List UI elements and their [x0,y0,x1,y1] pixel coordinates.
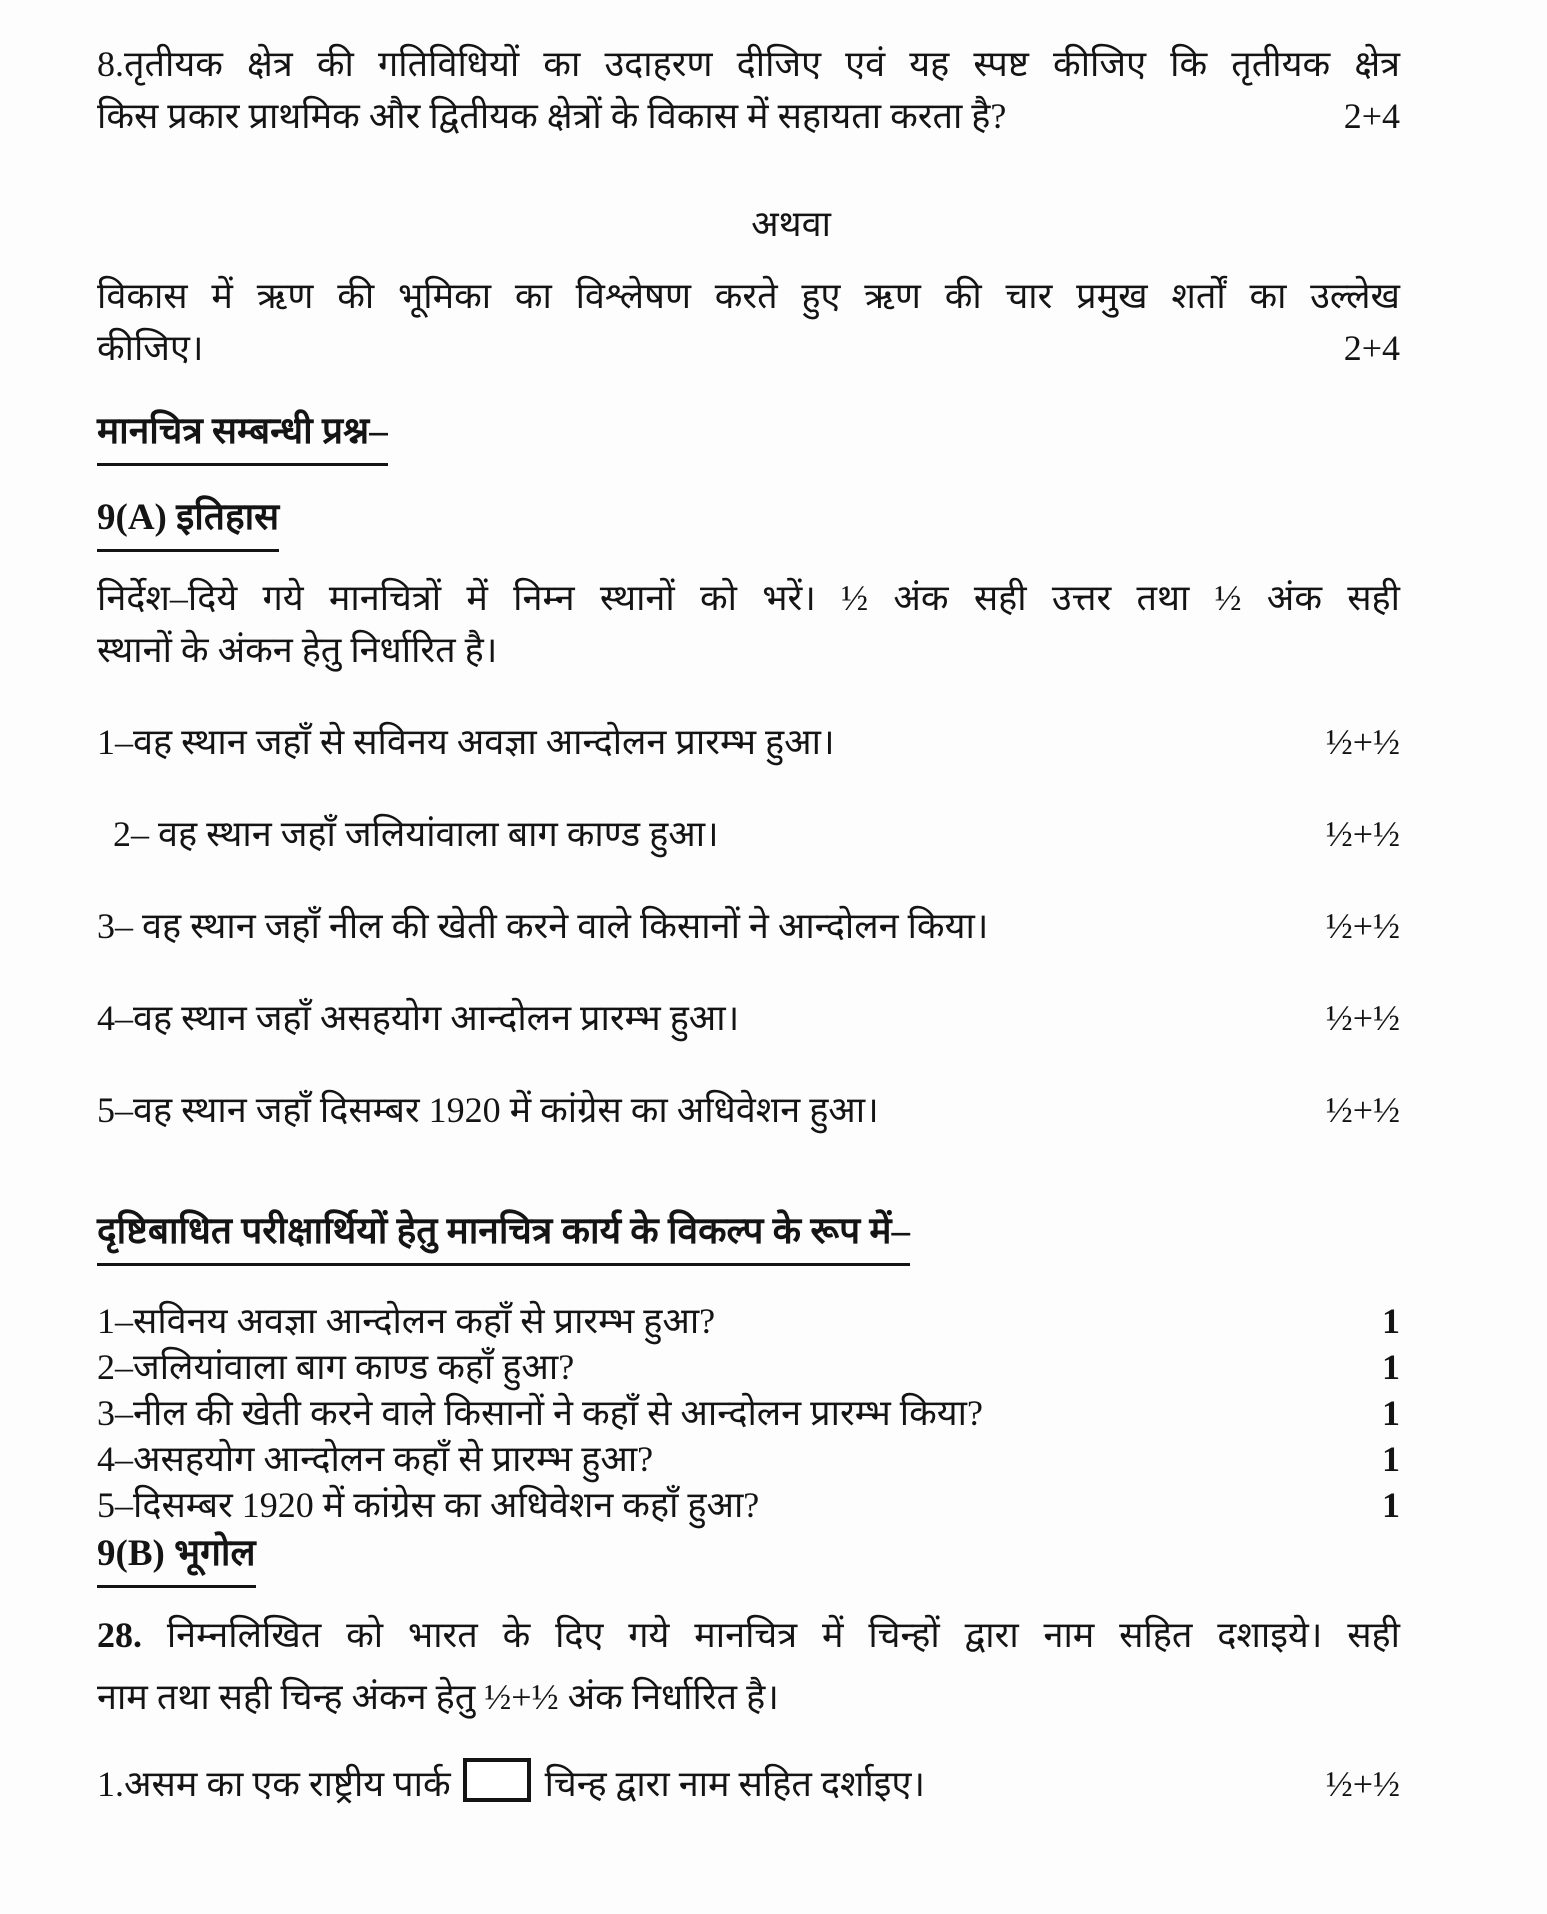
history-item-3-marks: ½+½ [1325,906,1400,946]
question-28-line-2: नाम तथा सही चिन्ह अंकन हेतु ½+½ अंक निर्धारित है। [97,1677,779,1717]
geography-item-1-suffix: चिन्ह द्वारा नाम सहित दर्शाइए। [544,1764,926,1804]
vi-item-3-text: 3–नील की खेती करने वाले किसानों ने कहाँ से आन्दोलन प्रारम्भ किया? [97,1393,983,1433]
history-instruction-line-1: निर्देश–दिये गये मानचित्रों में निम्न स्थानों को भरें। ½ अंक सही उत्तर तथा ½ अंक सही [97,578,1400,618]
vi-item-2-text: 2–जलियांवाला बाग काण्ड कहाँ हुआ? [97,1347,575,1387]
question-8-marks: 2+4 [1343,96,1400,136]
visually-impaired-items [97,1298,1400,1528]
question-28-number: 28. [97,1615,142,1655]
vi-item-3 [97,1390,1400,1436]
history-item-4-text: 4–वह स्थान जहाँ असहयोग आन्दोलन प्रारम्भ हुआ। [97,998,740,1038]
history-item-3-text: 3– वह स्थान जहाँ नील की खेती करने वाले किसानों ने आन्दोलन किया। [97,906,989,946]
vi-item-4-marks: 1 [1382,1439,1400,1479]
question-8-line-1: 8.तृतीयक क्षेत्र की गतिविधियों का उदाहरण दीजिए एवं यह स्पष्ट कीजिए कि तृतीयक क्षेत्र [97,44,1400,84]
vi-item-1-text: 1–सविनय अवज्ञा आन्दोलन कहाँ से प्रारम्भ हुआ? [97,1301,716,1341]
question-28-line-1 [97,1604,1400,1666]
history-item-5-text: 5–वह स्थान जहाँ दिसम्बर 1920 में कांग्रेस का अधिवेशन हुआ। [97,1090,879,1130]
vi-item-4-text: 4–असहयोग आन्दोलन कहाँ से प्रारम्भ हुआ? [97,1439,654,1479]
history-item-2 [97,808,1400,860]
question-8-alt-line-2: कीजिए। [97,328,204,368]
geography-heading [97,1528,1400,1588]
history-heading-text: 9(A) इतिहास [97,492,279,552]
question-28-line-1-text: निम्नलिखित को भारत के दिए गये मानचित्र में चिन्हों द्वारा नाम सहित दशाइये। सही [166,1615,1400,1655]
history-item-3 [97,900,1400,952]
vi-item-2 [97,1344,1400,1390]
rectangle-map-symbol [463,1758,531,1802]
or-separator: अथवा [751,204,831,244]
question-28 [97,1604,1400,1728]
vi-item-1-marks: 1 [1382,1301,1400,1341]
vi-item-1 [97,1298,1400,1344]
question-8-alternative [97,270,1400,374]
visually-impaired-heading [97,1206,1400,1266]
question-8-alt-marks: 2+4 [1343,328,1400,368]
history-item-2-text: 2– वह स्थान जहाँ जलियांवाला बाग काण्ड हुआ। [113,814,719,854]
map-section-heading [97,406,1400,466]
history-item-1-text: 1–वह स्थान जहाँ से सविनय अवज्ञा आन्दोलन प्रारम्भ हुआ। [97,722,835,762]
history-heading [97,492,1400,552]
map-section-heading-text: मानचित्र सम्बन्धी प्रश्न– [97,406,388,466]
history-item-1-marks: ½+½ [1325,722,1400,762]
vi-item-3-marks: 1 [1382,1393,1400,1433]
history-item-4-marks: ½+½ [1325,998,1400,1038]
history-item-1 [97,716,1400,768]
vi-item-5-marks: 1 [1382,1485,1400,1525]
geography-item-1 [97,1758,1400,1810]
question-8-alt-line-1: विकास में ऋण की भूमिका का विश्लेषण करते हुए ऋण की चार प्रमुख शर्तों का उल्लेख [97,276,1400,316]
history-items [97,716,1400,1136]
history-instruction [97,572,1400,676]
visually-impaired-heading-text: दृष्टिबाधित परीक्षार्थियों हेतु मानचित्र कार्य के विकल्प के रूप में– [97,1206,910,1266]
geography-heading-text: 9(B) भूगोल [97,1528,256,1588]
vi-item-4 [97,1436,1400,1482]
geography-item-1-prefix: 1.असम का एक राष्ट्रीय पार्क [97,1764,451,1804]
history-item-2-marks: ½+½ [1325,814,1400,854]
history-item-4 [97,992,1400,1044]
history-item-5 [97,1084,1400,1136]
history-item-5-marks: ½+½ [1325,1090,1400,1130]
question-8 [97,38,1400,142]
history-instruction-line-2: स्थानों के अंकन हेतु निर्धारित है। [97,630,498,670]
vi-item-2-marks: 1 [1382,1347,1400,1387]
vi-item-5-text: 5–दिसम्बर 1920 में कांग्रेस का अधिवेशन कहाँ हुआ? [97,1485,760,1525]
geography-item-1-text [97,1758,925,1810]
vi-item-5 [97,1482,1400,1528]
question-8-line-2: किस प्रकार प्राथमिक और द्वितीयक क्षेत्रों के विकास में सहायता करता है? [97,96,1007,136]
geography-item-1-marks: ½+½ [1325,1764,1400,1804]
